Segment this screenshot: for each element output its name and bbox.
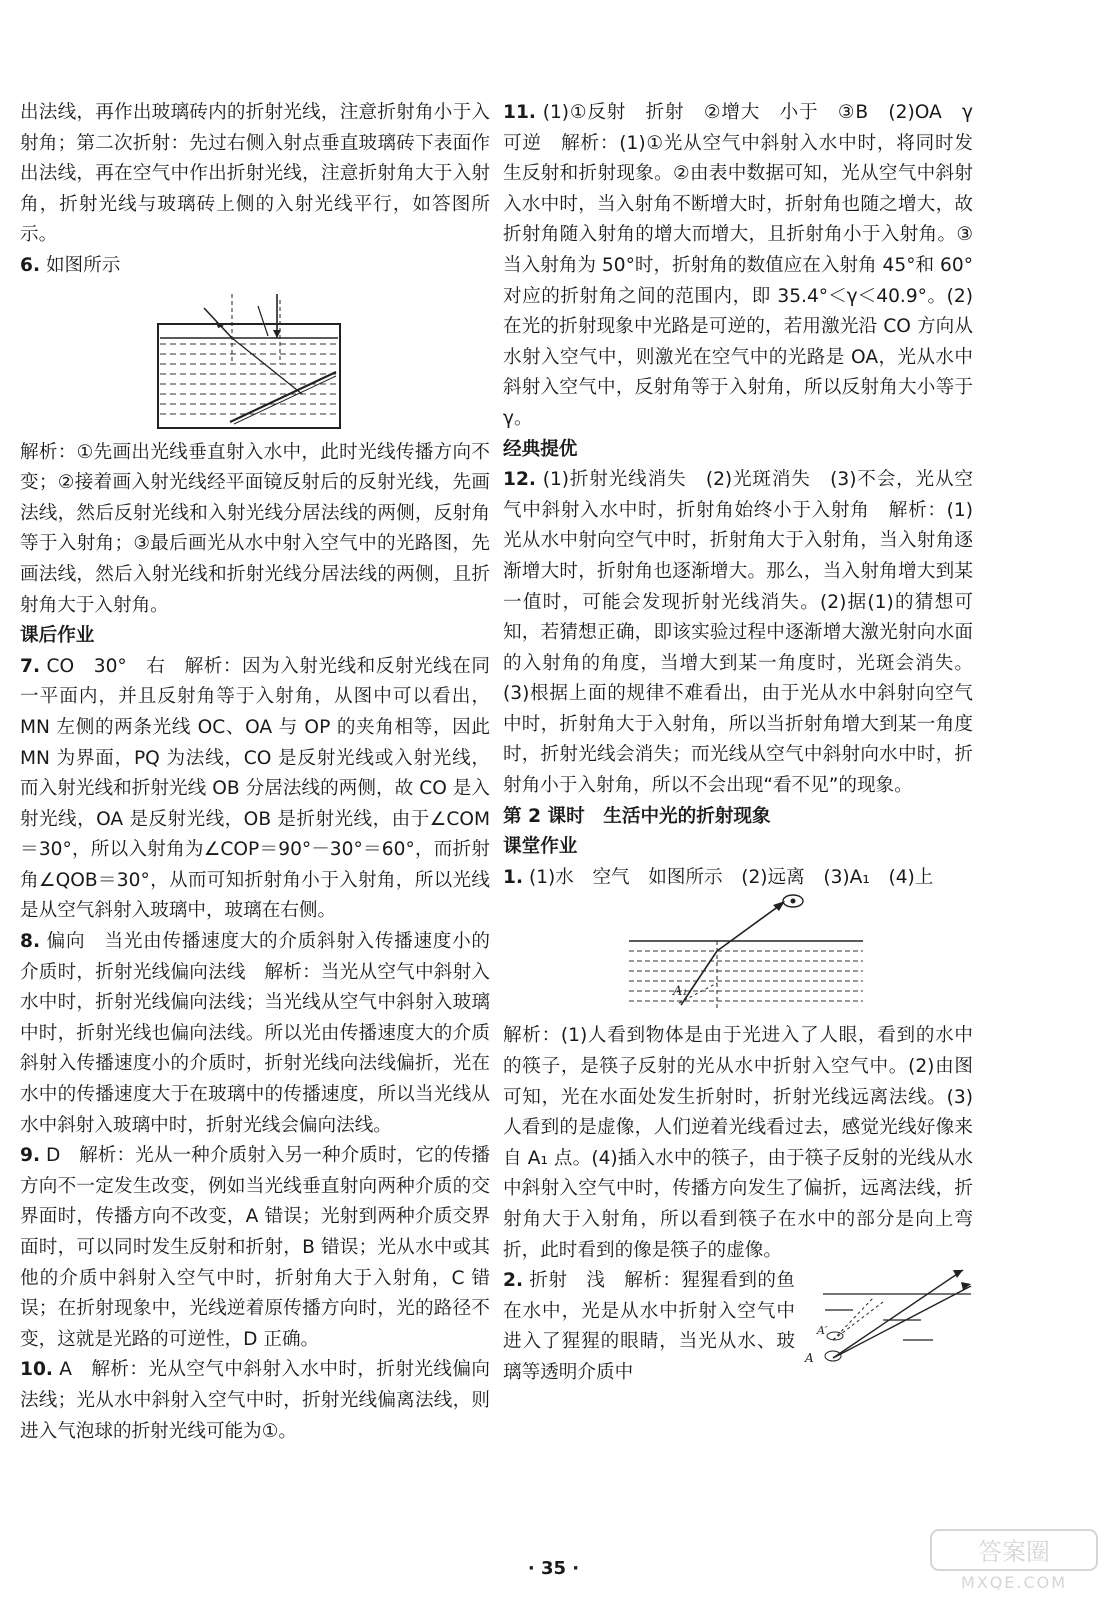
question-number: 2.	[503, 1270, 524, 1292]
question-number: 11.	[503, 102, 536, 123]
question-9	[20, 1141, 490, 1355]
section-heading-homework: 课后作业	[20, 625, 95, 647]
question-12-text: (1)折射光线消失 (2)光斑消失 (3)不会，光从空气中斜射入水中时，折射角始终小于入射角 解析：(1)光从水中射向空气中时，折射角大于入射角，当入射角逐渐增大时，折射角也逐渐增大。那么，当入射角增大到某一值时，可能会发现折射光线消失。(2)据(1)的猜想可知，若猜想正确，即该实验过程中逐渐增大激光射向水面的入射角的角度，当增大到某一角度时，光斑会消失。(3)根据上面的规律不难看出，由于光从水中斜射向空气中时，折射角大于入射角，所以当折射角增大到某一角度时，折射光线会消失；而光线从空气中斜射向水中时，折射角小于入射角，所以不会出现“看不见”的现象。	[503, 469, 973, 797]
watermark-logo	[929, 1526, 1099, 1594]
question-r1-text: (1)水 空气 如图所示 (2)远离 (3)A₁ (4)上	[528, 866, 934, 888]
intro-paragraph: 出法线，再作出玻璃砖内的折射光线，注意折射角小于入射角；第二次折射：先过右侧入射点垂直玻璃砖下表面作出法线，再在空气中作出折射光线，注意折射角大于入射角，折射光线与玻璃砖上侧的入射光线平行，如答图所示。	[20, 102, 490, 246]
question-8	[20, 927, 490, 1141]
refraction-diagram-q6	[20, 282, 490, 438]
question-10-text: A 解析：光从空气中斜射入水中时，折射光线偏向法线；光从水中斜射入空气中时，折射光线偏离法线，则进入气泡球的折射光线可能为①。	[20, 1359, 490, 1442]
question-number: 10.	[20, 1359, 53, 1381]
figure-q6	[20, 282, 490, 438]
question-number: 6.	[20, 254, 41, 276]
question-6-analysis: 解析：①先画出光线垂直射入水中，此时光线传播方向不变；②接着画入射光线经平面镜反射后的反射光线，先画法线，然后反射光线和入射光线分居法线的两侧，反射角等于入射角；③最后画光从水中射入空气中的光路图，先画法线，然后入射光线和折射光线分居法线的两侧，且折射角大于入射角。	[20, 441, 490, 616]
figure-r1	[503, 893, 973, 1021]
section-heading-classic: 经典提优	[503, 438, 578, 460]
question-number: 8.	[20, 931, 41, 953]
question-7	[20, 652, 490, 927]
chopstick-refraction-diagram	[503, 893, 973, 1021]
watermark-cn: 答案圈	[978, 1538, 1050, 1566]
figure-r2	[803, 1268, 973, 1375]
question-number: 9.	[20, 1145, 41, 1167]
question-number: 12.	[503, 469, 536, 491]
question-10	[20, 1355, 490, 1447]
question-r2-text: 折射 浅 解析：猩猩看到的鱼在水中，光是从水中折射入空气中进入了猩猩的眼睛，当光从水、玻璃等透明介质中	[503, 1270, 795, 1383]
left-column	[20, 98, 490, 1447]
lesson-title: 第 2 课时 生活中光的折射现象	[503, 805, 771, 827]
label-a1: A₁	[673, 984, 688, 1000]
question-r1-analysis: 解析：(1)人看到物体是由于光进入了人眼，看到的水中的筷子，是筷子反射的光从水中折射入空气中。(2)由图可知，光在水面处发生折射时，折射光线远离法线。(3)人看到的是虚像，人们逆着光线看过去，感觉光线好像来自 A₁ 点。(4)插入水中的筷子，由于筷子反射的光线从水中斜射入空气中时，传播方向发生了偏折，远离法线，折射角大于入射角，所以看到筷子在水中的部分是向上弯折，此时看到的像是筷子的虚像。	[503, 1025, 973, 1261]
question-12	[503, 465, 973, 802]
label-a: A	[805, 1351, 814, 1365]
right-column	[503, 98, 992, 1389]
question-11	[503, 98, 992, 435]
page-number: · 35 ·	[527, 1558, 580, 1579]
question-number: 7.	[20, 655, 41, 677]
question-6-text: 如图所示	[45, 254, 121, 276]
question-11-text: (1)①反射 折射 ②增大 小于 ③B (2)OA γ 可逆 解析：(1)①光从空气中斜射入水中时，将同时发生反射和折射现象。②由表中数据可知，光从空气中斜射入水中时，当入射角不断增大时，折射角也随之增大，故折射角随入射角的增大而增大，且折射角小于入射角。③当入射角为 50°时，折射角的数值应在入射角 45°和 60°对应的折射角之间的范围内，即 35.4°＜γ＜40.9°。(2)在光的折射现象中光路是可逆的，若用激光沿 CO 方向从水射入空气中，则激光在空气中的光路是 OA，光从水中斜射入空气中，反射角等于入射角，所以反射角大小等于γ。	[503, 102, 992, 429]
gorilla-fish-diagram	[803, 1268, 973, 1364]
question-r1	[503, 863, 973, 894]
question-6	[20, 251, 490, 282]
label-a-prime: A′	[817, 1324, 828, 1338]
question-8-text: 偏向 当光由传播速度大的介质斜射入传播速度小的介质时，折射光线偏向法线 解析：当光从空气中斜射入水中时，折射光线偏向法线；当光线从空气中斜射入玻璃中时，折射光线也偏向法线。所以光由传播速度大的介质斜射入传播速度小的介质时，折射光线向法线偏折，光在水中的传播速度大于在玻璃中的传播速度，所以当光线从水中斜射入玻璃中时，折射光线会偏向法线。	[20, 931, 490, 1136]
question-number: 1.	[503, 866, 524, 888]
section-heading-classwork: 课堂作业	[503, 836, 578, 858]
question-9-text: D 解析：光从一种介质射入另一种介质时，它的传播方向不一定发生改变，例如当光线垂直射向两种介质的交界面时，传播方向不改变，A 错误；光射到两种介质交界面时，可以同时发生反射和折射，B 错误；光从水中或其他的介质中斜射入空气中时，折射角大于入射角，C 错误；在折射现象中，光线逆着原传播方向时，光的路径不变，这就是光路的可逆性，D 正确。	[20, 1145, 490, 1350]
question-7-text: CO 30° 右 解析：因为入射光线和反射光线在同一平面内，并且反射角等于入射角，从图中可以看出，MN 左侧的两条光线 OC、OA 与 OP 的夹角相等，因此 MN 为界面，PQ 为法线，CO 是反射光线或入射光线，而入射光线和折射光线 OB 分居法线的两侧，故 CO 是入射光线，OA 是反射光线，OB 是折射光线，由于∠COM＝30°，所以入射角为∠COP＝90°－30°＝60°，而折射角∠QOB＝30°，从而可知折射角小于入射角，所以光线是从空气斜射入玻璃中，玻璃在右侧。	[20, 655, 491, 922]
watermark-text: MXQE.COM	[960, 1573, 1068, 1592]
